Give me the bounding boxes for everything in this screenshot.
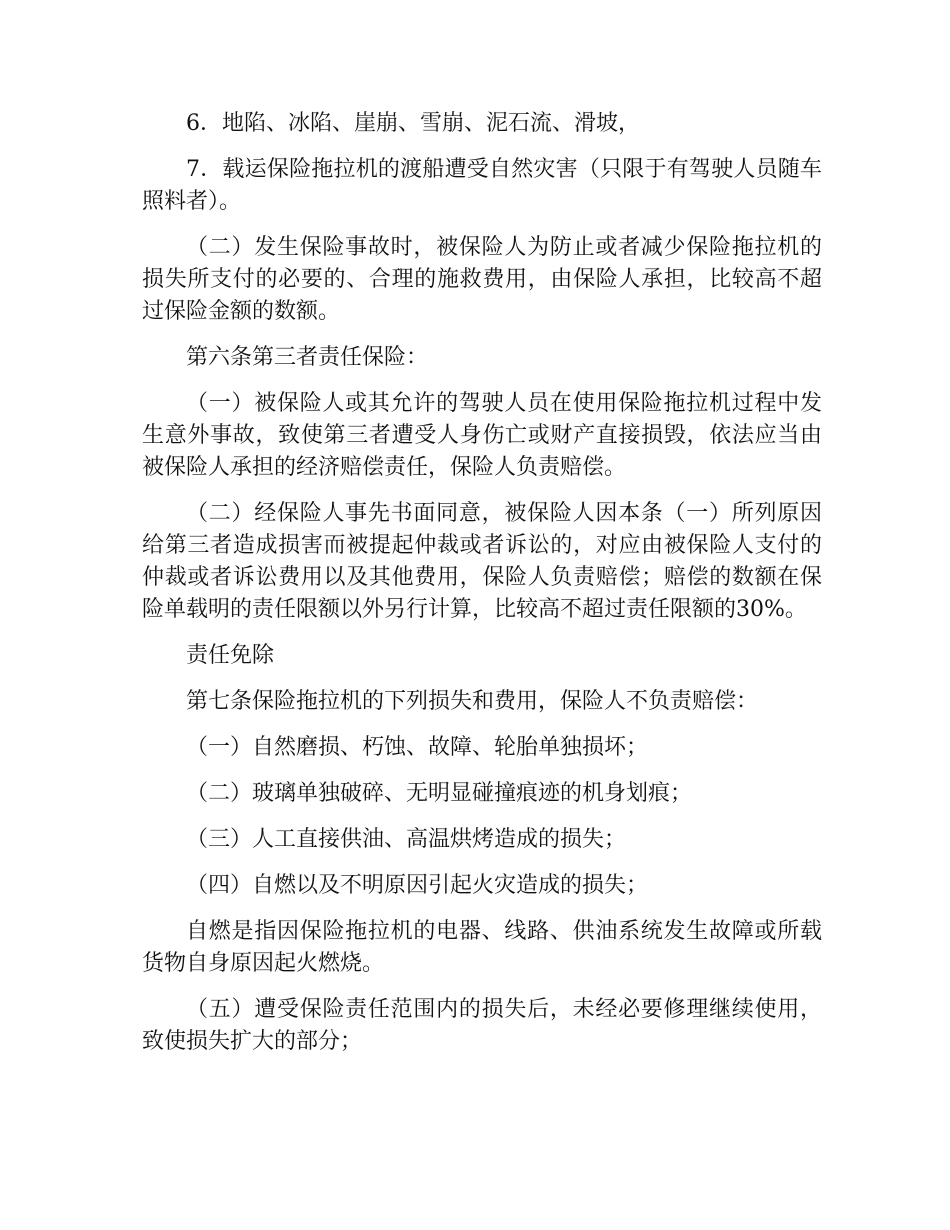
section-heading-exclusions: 责任免除 [186, 643, 275, 668]
paragraph-item-6: 6．地陷、冰陷、崖崩、雪崩、泥石流、滑坡， [186, 111, 640, 136]
exclusion-item-4: （四）自燃以及不明原因引起火灾造成的损失； [186, 873, 649, 898]
exclusion-item-3: （三）人工直接供油、高温烘烤造成的损失； [186, 827, 627, 852]
exclusion-item-5: （五）遭受保险责任范围内的损失后，未经必要修理继续使用，致使损失扩大的部分； [142, 997, 822, 1054]
paragraph-item-7: 7．载运保险拖拉机的渡船遭受自然灾害（只限于有驾驶人员随车照料者）。 [142, 157, 822, 214]
exclusion-item-2: （二）玻璃单独破碎、无明显碰撞痕迹的机身划痕； [186, 781, 693, 806]
paragraph-third-party-liability: （一）被保险人或其允许的驾驶人员在使用保险拖拉机过程中发生意外事故，致使第三者遭受人身伤亡或财产直接损毁，依法应当由被保险人承担的经济赔偿责任，保险人负责赔偿。 [142, 391, 822, 480]
exclusion-item-1: （一）自然磨损、朽蚀、故障、轮胎单独损坏； [186, 735, 649, 760]
document-body [142, 108, 822, 1072]
article-7-heading: 第七条保险拖拉机的下列损失和费用，保险人不负责赔偿： [186, 689, 759, 714]
definition-spontaneous-combustion: 自燃是指因保险拖拉机的电器、线路、供油系统发生故障或所载货物自身原因起火燃烧。 [142, 919, 822, 976]
article-6-heading: 第六条第三者责任保险： [186, 345, 429, 370]
paragraph-rescue-costs: （二）发生保险事故时，被保险人为防止或者减少保险拖拉机的损失所支付的必要的、合理的施救费用，由保险人承担，比较高不超过保险金额的数额。 [142, 235, 822, 324]
paragraph-arbitration-costs: （二）经保险人事先书面同意，被保险人因本条（一）所列原因给第三者造成损害而被提起仲裁或者诉讼的，对应由被保险人支付的仲裁或者诉讼费用以及其他费用，保险人负责赔偿；赔偿的数额在保险单载明的责任限额以外另行计算，比较高不超过责任限额的30%。 [142, 501, 822, 622]
